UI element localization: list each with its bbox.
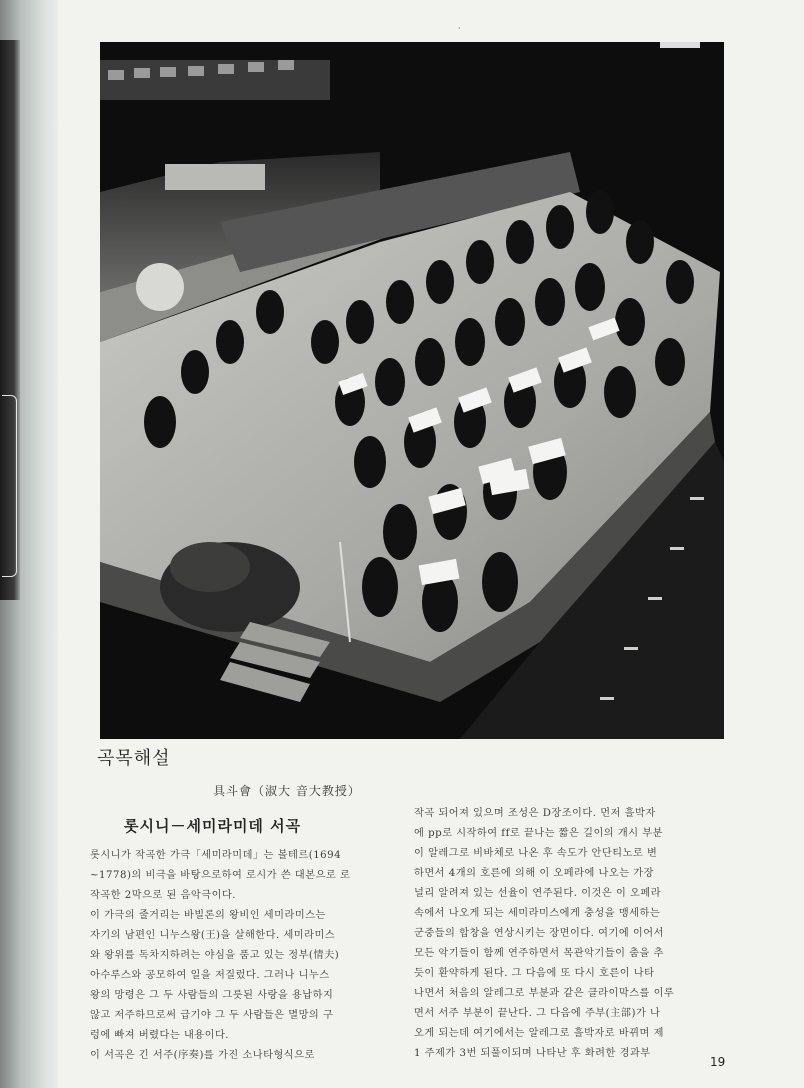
orchestra-photo — [100, 42, 724, 739]
text-line: 왕의 망령은 그 두 사람들의 그릇된 사랑을 용납하지 — [90, 990, 334, 1001]
text-line: 면서 서주 부분이 끝난다. 그 다음에 주부(主部)가 나 — [414, 1008, 661, 1019]
text-line: 에 pp로 시작하여 ff로 끝나는 짧은 길이의 개시 부분 — [414, 828, 663, 839]
text-line: 와 왕위를 독차지하려는 야심을 품고 있는 정부(情夫) — [90, 950, 340, 961]
text-line: 자기의 남편인 니누스왕(王)을 살해한다. 세미라미스 — [90, 930, 336, 941]
text-line: 나면서 처음의 알레그로 부분과 같은 클라이막스를 이루 — [414, 988, 675, 999]
text-line: 작곡한 2막으로 된 음악극이다. — [90, 890, 237, 901]
text-line: ~1778)의 비극을 바탕으로하여 로시가 쓴 대본으로 로 — [90, 870, 351, 881]
text-line: 이 가극의 줄거리는 바빌론의 왕비인 세미라미스는 — [90, 910, 326, 921]
section-title: 곡목해설 — [97, 748, 171, 769]
article-column-left — [90, 846, 380, 1066]
text-line: 널리 알려져 있는 선율이 연주된다. 이것은 이 오페라 — [414, 888, 662, 899]
text-line: 군중들의 합창을 연상시키는 장면이다. 여기에 이어서 — [414, 928, 664, 939]
text-line: 속에서 나오게 되는 세미라미스에게 충성을 맹세하는 — [414, 908, 661, 919]
text-line: 모든 악기들이 함께 연주하면서 목관악기들이 춤을 추 — [414, 948, 664, 959]
page-number: 19 — [710, 1055, 726, 1069]
author-byline: 具斗會（淑大 音大教授） — [213, 784, 361, 798]
top-print-mark: · — [458, 24, 461, 33]
piece-title: 롯시니－세미라미데 서곡 — [124, 817, 302, 835]
article-column-right — [414, 804, 726, 1064]
text-line: 하면서 4개의 호른에 의해 이 오페라에 나오는 가장 — [414, 868, 654, 879]
previous-page-edge — [0, 40, 20, 600]
text-line: 이 서곡은 긴 서주(序奏)를 가진 소나타형식으로 — [90, 1050, 315, 1061]
text-line: 렁에 빠져 버렸다는 내용이다. — [90, 1030, 230, 1041]
text-line: 아수루스와 공모하여 일을 저질렀다. 그러나 니누스 — [90, 970, 330, 981]
text-line: 작곡 되어져 있으며 조성은 D장조이다. 먼저 흘박자 — [414, 808, 656, 819]
text-line: 오게 되는데 여기에서는 알레그로 흘박자로 바뀌며 제 — [414, 1028, 664, 1039]
text-line: 듯이 환약하게 된다. 그 다음에 또 다시 호른이 나타 — [414, 968, 655, 979]
text-line: 이 알레그로 비바체로 나온 후 속도가 안단티노로 변 — [414, 848, 658, 859]
text-line: 않고 저주하므로써 급기야 그 두 사람들은 멸망의 구 — [90, 1010, 334, 1021]
text-line: 롯시니가 작곡한 가극「세미라미데」는 볼테르(1694 — [90, 850, 342, 861]
text-line: 1 주제가 3번 되풀이되며 나타난 후 화려한 경과부 — [414, 1048, 651, 1059]
